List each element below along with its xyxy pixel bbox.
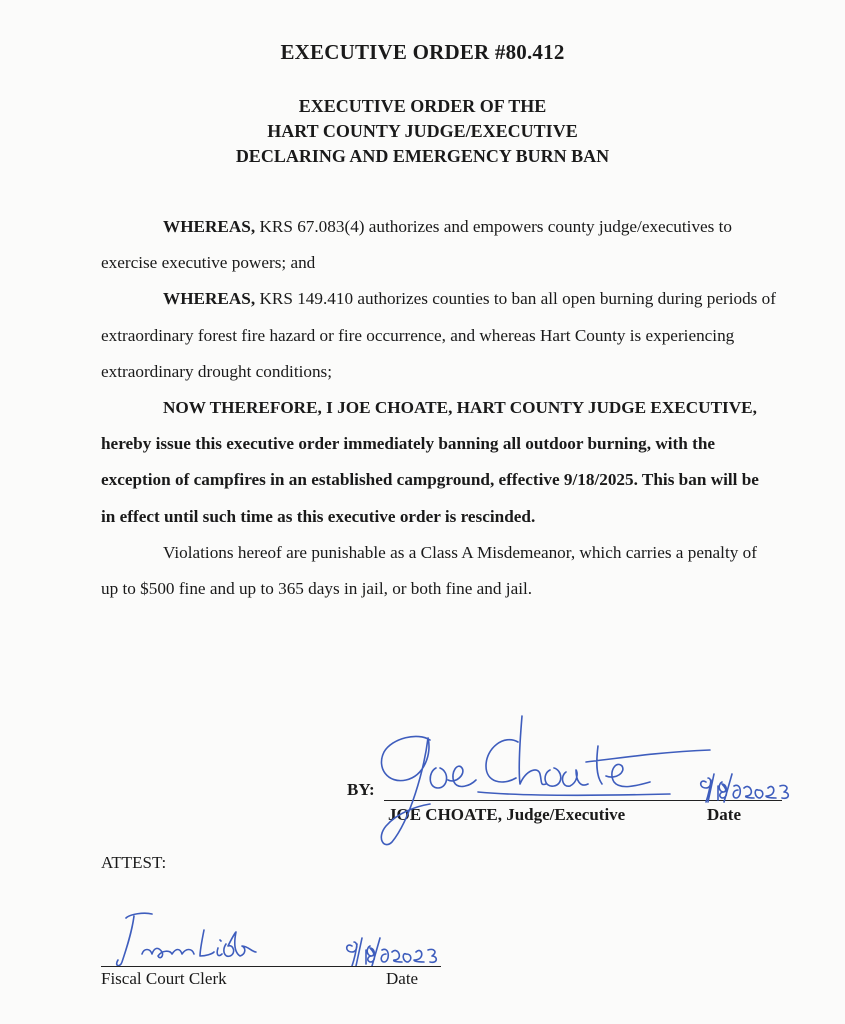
attest-label: ATTEST: xyxy=(101,853,167,872)
whereas-lead: WHEREAS, xyxy=(163,217,256,236)
order-title: EXECUTIVE ORDER #80.412 xyxy=(280,40,565,64)
order-subtitle xyxy=(0,94,845,169)
clerk-handwritten-date xyxy=(344,934,444,974)
now-therefore-paragraph: NOW THEREFORE, I JOE CHOATE, HART COUNTY JUDGE EXECUTIVE, hereby issue this executive order immediately banning all outdoor burning, with the exception of campfires in an established campground, effective 9/18/2025. This ban will be in effect until such time as this executive order is rescinded. xyxy=(101,398,759,526)
subtitle-line: EXECUTIVE ORDER OF THE xyxy=(298,96,547,116)
violations-paragraph: Violations hereof are punishable as a Class A Misdemeanor, which carries a penalty of up to $500 fine and up to 365 days in jail, or both fine and jail. xyxy=(101,542,757,599)
judge-date-label: Date xyxy=(707,805,741,824)
clerk-date-label: Date xyxy=(386,969,419,988)
by-label: BY: xyxy=(347,780,375,799)
clerk-signature-line xyxy=(101,966,441,967)
judge-handwritten-date xyxy=(698,768,798,808)
subtitle-line: DECLARING AND EMERGENCY BURN BAN xyxy=(235,146,610,166)
clerk-handwritten-signature xyxy=(100,904,280,974)
judge-name-label: JOE CHOATE, Judge/Executive xyxy=(388,805,626,824)
order-body xyxy=(101,209,777,607)
whereas-paragraph-1 xyxy=(101,209,777,281)
whereas-text: KRS 149.410 authorizes counties to ban all open burning during periods of extraordinary forest fire hazard or fire occurrence, and whereas Hart County is experiencing extraordinary drought conditions; xyxy=(101,289,776,381)
subtitle-line: HART COUNTY JUDGE/EXECUTIVE xyxy=(267,121,578,141)
judge-handwritten-signature xyxy=(370,710,730,850)
whereas-text: KRS 67.083(4) authorizes and empowers county judge/executives to exercise executive powers; and xyxy=(101,217,733,273)
whereas-paragraph-2 xyxy=(101,281,777,390)
clerk-label: Fiscal Court Clerk xyxy=(101,969,227,988)
whereas-lead: WHEREAS, xyxy=(163,289,256,309)
